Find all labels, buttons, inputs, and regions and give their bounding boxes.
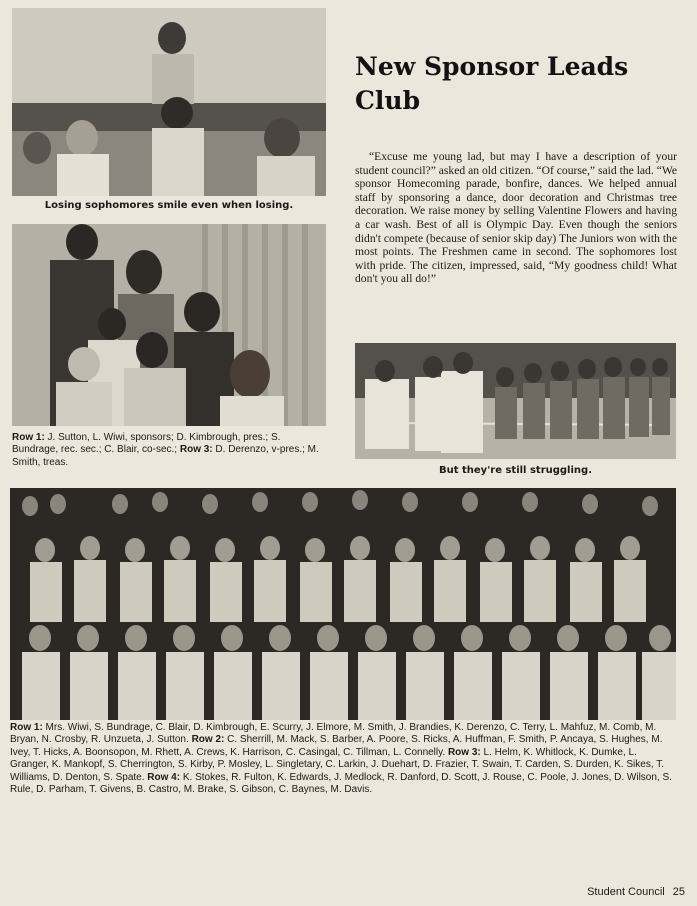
page-footer (587, 886, 685, 898)
photo-tug-of-war (355, 343, 676, 459)
story-body: “Excuse me young lad, but may I have a description of your student council?” asked an old citizen. “Of course,” said the lad. “We sponsor Homecoming parade, bonfire, dances. We helped annual staff by sponsoring a dance, door decoration and Christmas tree decoration. We raise money by selling Valentine Flowers and having a car wash. Best of all is Olympic Day. Even though the seniors didn't compete (because of senior skip day) The Juniors won with the most points. The Freshmen came in second. The sophomores lost with pride. The citizen, impressed, said, “My goodness child! What don't you all do!” (355, 150, 677, 286)
group-row2-names: C. Sherrill, M. Mack, S. Barber, A. Poore, S. Ricks, A. Huffman, F. Smith, P. Ancaya, S. Hughes, M. Ivey, T. Hicks, A. Boonsopon, M. Rhett, A. Crews, K. Harrison, C. Casingal, C. Tillman, L. Connelly. (10, 734, 663, 758)
group-row3-label: Row 3: (447, 746, 481, 758)
group-row3-names: L. Helm, K. Whitlock, K. Dumke, L. Granger, K. Mankopf, S. Cherrington, S. Kirby, P. Mosley, L. Singletary, C. Larkin, J. Duehart, D. Frazier, T. Swain, T. Carden, S. Durden, K. Sikes, T. Williams, D. Denton, S. Spate. (10, 746, 664, 783)
officers-identification (12, 432, 326, 469)
group-row2-label: Row 2: (191, 734, 225, 746)
group-row4-names: K. Stokes, R. Fulton, K. Edwards, J. Medlock, R. Danford, D. Scott, J. Rouse, C. Poole, J. Jones, D. Wilson, S. Rule, D. Parham, T. Givens, B. Castro, M. Brake, S. Gibson, C. Baynes, M. Davis. (10, 771, 672, 796)
group-row4-label: Row 4: (147, 771, 181, 783)
page-headline: New Sponsor Leads Club (355, 52, 629, 115)
photo-student-council-group (10, 488, 676, 720)
footer-section: Student Council (587, 886, 665, 898)
group-row1-label: Row 1: (10, 722, 43, 733)
officers-row3-names: D. Derenzo, v-pres.; M. Smith, treas. (12, 444, 319, 468)
group-row1-names: Mrs. Wiwi, S. Bundrage, C. Blair, D. Kimbrough, E. Scurry, J. Elmore, M. Smith, J. Brandies, K. Derenzo, C. Terry, L. Mahfuz, M. Comb, M. Bryan, N. Crosby, R. Unzueta, J. Sutton. (10, 722, 657, 746)
photo-sophomores-smiling (12, 8, 326, 196)
officers-row1-label: Row 1: (12, 432, 45, 443)
footer-page-number: 25 (672, 886, 685, 898)
officers-row1-names: J. Sutton, L. Wiwi, sponsors; D. Kimbrough, pres.; S. Bundrage, rec. sec.; C. Blair, co-sec.; (12, 432, 281, 456)
photo1-caption: Losing sophomores smile even when losing. (44, 200, 294, 211)
group-identification (10, 722, 676, 796)
photo2-caption: But they're still struggling. (439, 465, 592, 476)
officers-row3-label: Row 3: (179, 444, 213, 456)
photo-council-officers (12, 224, 326, 426)
